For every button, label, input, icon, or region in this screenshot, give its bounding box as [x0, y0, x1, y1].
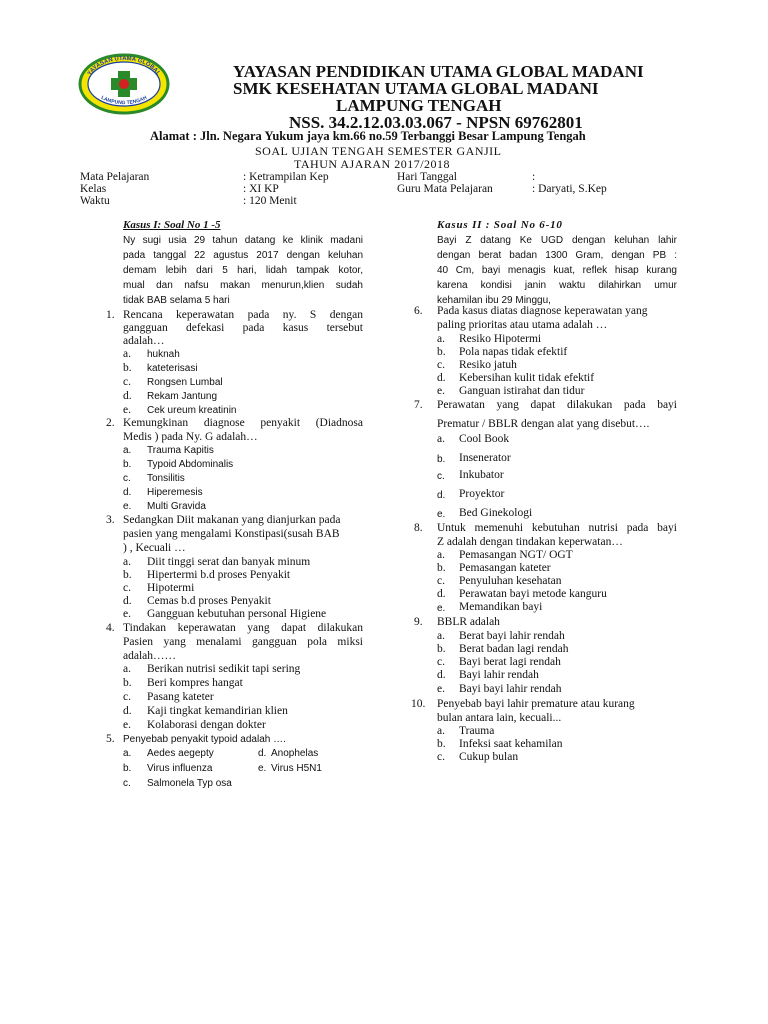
- option-letter: d.: [123, 487, 132, 498]
- option-text: Berat badan lagi rendah: [459, 643, 569, 655]
- question-text: Medis ) pada Ny. G adalah…: [123, 431, 258, 443]
- meta-time-label: Waktu: [80, 195, 110, 207]
- option-letter: d.: [437, 490, 446, 501]
- option-letter: b.: [123, 459, 132, 470]
- option-text: Insenerator: [459, 452, 511, 464]
- option-letter: e.: [123, 608, 131, 620]
- option-text: Kolaborasi dengan dokter: [147, 719, 266, 731]
- option-letter: e.: [437, 385, 445, 397]
- meta-teacher-label: Guru Mata Pelajaran: [397, 183, 493, 195]
- option-text: Pemasangan kateter: [459, 562, 551, 574]
- option-text: Bayi bayi lahir rendah: [459, 683, 562, 695]
- option-letter: a.: [123, 748, 132, 759]
- question-text: Penyebab penyakit typoid adalah ….: [123, 734, 286, 745]
- case2-title: Kasus II : Soal No 6-10: [437, 219, 563, 231]
- case2-line: karena kondisi janin waktu dilahirkan umur: [437, 280, 677, 291]
- option-letter: b.: [437, 454, 446, 465]
- question-number: 9.: [414, 616, 423, 628]
- option-text: Pemasangan NGT/ OGT: [459, 549, 573, 561]
- question-text: Pada kasus diatas diagnose keperawatan yang: [437, 305, 648, 317]
- option-letter: a.: [123, 663, 131, 675]
- option-letter: c.: [437, 471, 445, 482]
- case1-line: mual dan nafsu makan menurun,klien sudah: [123, 280, 363, 291]
- option-letter: a.: [437, 725, 445, 737]
- case2-line: kehamilan ibu 29 Minggu,: [437, 295, 551, 306]
- option-text: Virus influenza: [147, 763, 213, 774]
- option-text: Pasang kateter: [147, 691, 214, 703]
- question-number: 8.: [414, 522, 423, 534]
- question-text: adalah…: [123, 335, 165, 347]
- option-text: Trauma: [459, 725, 495, 737]
- logo-ring-bottom: LAMPUNG TENGAH: [99, 94, 149, 107]
- case2-line: 40 Cm, bayi menagis kuat, reflek hisap kurang: [437, 265, 677, 276]
- option-text: Berikan nutrisi sedikit tapi sering: [147, 663, 301, 675]
- option-letter: e.: [123, 501, 132, 512]
- meta-subject-label: Mata Pelajaran: [80, 171, 150, 183]
- option-text: Cemas b.d proses Penyakit: [147, 595, 271, 607]
- option-letter: b.: [437, 346, 446, 358]
- header-region: LAMPUNG TENGAH: [336, 96, 502, 115]
- option-text: Hipotermi: [147, 582, 195, 594]
- option-text: Memandikan bayi: [459, 601, 543, 613]
- logo-ring-top: YAYASAN UTAMA GLOBAL: [86, 55, 162, 77]
- option-letter: c.: [123, 473, 131, 484]
- option-text: Kaji tingkat kemandirian klien: [147, 705, 288, 717]
- option-letter: b.: [123, 569, 132, 581]
- option-text: Rekam Jantung: [147, 391, 218, 402]
- question-text: gangguan defekasi pada kasus tersebut: [123, 322, 363, 334]
- question-text: Tindakan keperawatan yang dapat dilakukan: [123, 622, 363, 634]
- option-text: huknah: [147, 349, 180, 360]
- option-text: Berat bayi lahir rendah: [459, 630, 565, 642]
- option-text: Rongsen Lumbal: [147, 377, 223, 388]
- option-letter: c.: [123, 582, 131, 594]
- question-text: Perawatan yang dapat dilakukan pada bayi: [437, 399, 677, 411]
- meta-subject-value: : Ketrampilan Kep: [243, 171, 329, 183]
- question-number: 10.: [411, 698, 426, 710]
- case1-title: Kasus I: Soal No 1 -5: [123, 219, 221, 231]
- question-text: bulan antara lain, kecuali...: [437, 712, 562, 724]
- question-number: 5.: [106, 733, 115, 745]
- option-text: Cool Book: [459, 433, 510, 445]
- option-text: Hiperemesis: [147, 487, 203, 498]
- option-text: Cukup bulan: [459, 751, 519, 763]
- exam-title: SOAL UJIAN TENGAH SEMESTER GANJIL: [255, 144, 502, 158]
- question-number: 7.: [414, 399, 423, 411]
- option-letter: d.: [437, 669, 446, 681]
- option-letter: b.: [437, 738, 446, 750]
- question-text: BBLR adalah: [437, 616, 500, 628]
- option-text: Ganguan istirahat dan tidur: [459, 385, 585, 397]
- option-letter: a.: [437, 433, 445, 445]
- option-letter: c.: [123, 376, 131, 388]
- question-text: ) , Kecuali …: [123, 542, 186, 554]
- option-letter: e.: [123, 404, 131, 416]
- option-text: Resiko jatuh: [459, 359, 517, 371]
- header-address: Alamat : Jln. Negara Yukum jaya km.66 no.59 Terbanggi Besar Lampung Tengah: [150, 129, 586, 143]
- option-letter: e.: [437, 683, 445, 695]
- option-letter: a.: [123, 556, 131, 568]
- option-text: Gangguan kebutuhan personal Higiene: [147, 608, 327, 620]
- option-letter: b.: [123, 763, 132, 774]
- option-letter: e.: [123, 719, 131, 731]
- option-letter: a.: [437, 333, 445, 345]
- option-text: Penyuluhan kesehatan: [459, 575, 562, 587]
- option-text: Multi Gravida: [147, 501, 206, 512]
- option-letter: a.: [123, 348, 131, 360]
- option-letter: d.: [123, 390, 132, 402]
- question-text: Rencana keperawatan pada ny. S dengan: [123, 309, 363, 321]
- meta-time-value: : 120 Menit: [243, 195, 297, 207]
- question-number: 3.: [106, 514, 115, 526]
- option-text: Bed Ginekologi: [459, 507, 533, 519]
- question-text: Kemungkinan diagnose penyakit (Diadnosa: [123, 417, 363, 429]
- option-letter: c.: [437, 575, 445, 587]
- option-text: Pola napas tidak efektif: [459, 346, 568, 358]
- option-text: Inkubator: [459, 469, 504, 481]
- question-text: Penyebab bayi lahir premature atau kurang: [437, 698, 635, 710]
- question-number: 6.: [414, 305, 423, 317]
- option-letter: c.: [437, 656, 445, 668]
- meta-date-value: :: [532, 171, 536, 183]
- option-letter: e.: [437, 509, 446, 520]
- exam-year: TAHUN AJARAN 2017/2018: [294, 157, 451, 171]
- option-text: Salmonela Typ osa: [147, 778, 232, 789]
- option-letter: a.: [123, 445, 132, 456]
- question-text: Sedangkan Diit makanan yang dianjurkan pada: [123, 514, 341, 526]
- option-letter: c.: [437, 359, 445, 371]
- option-letter: b.: [123, 677, 132, 689]
- question-text: Prematur / BBLR dengan alat yang disebut….: [437, 418, 650, 430]
- option-text: kateterisasi: [147, 363, 198, 374]
- option-text: Hipertermi b.d proses Penyakit: [147, 569, 291, 581]
- option-text: Tonsilitis: [147, 473, 185, 484]
- option-letter: d.: [437, 588, 446, 600]
- header-nss-npsn: NSS. 34.2.12.03.03.067 - NPSN 69762801: [289, 113, 583, 132]
- option-text: Infeksi saat kehamilan: [459, 738, 563, 750]
- question-text: paling prioritas atau utama adalah …: [437, 319, 608, 331]
- option-letter: c.: [123, 778, 131, 789]
- question-number: 2.: [106, 417, 115, 429]
- school-logo: [78, 53, 170, 115]
- option-letter: a.: [437, 549, 445, 561]
- option-text: Trauma Kapitis: [147, 445, 214, 456]
- case1-line: Ny sugi usia 29 tahun datang ke klinik madani: [123, 235, 363, 246]
- option-text: Virus H5N1: [271, 763, 322, 774]
- option-letter: b.: [437, 643, 446, 655]
- question-text: Untuk memenuhi kebutuhan nutrisi pada bayi: [437, 522, 677, 534]
- meta-date-label: Hari Tanggal: [397, 171, 457, 183]
- option-letter: d.: [123, 595, 132, 607]
- case1-line: tidak BAB selama 5 hari: [123, 295, 230, 306]
- case2-line: dengan berat badan 1300 Gram, dengan PB :: [437, 250, 677, 261]
- option-text: Perawatan bayi metode kanguru: [459, 588, 607, 600]
- option-letter: d.: [258, 748, 267, 759]
- question-number: 4.: [106, 622, 115, 634]
- option-letter: d.: [123, 705, 132, 717]
- option-text: Bayi lahir rendah: [459, 669, 539, 681]
- option-letter: c.: [123, 691, 131, 703]
- option-letter: a.: [437, 630, 445, 642]
- option-letter: b.: [123, 362, 132, 374]
- option-letter: e.: [437, 603, 446, 614]
- question-text: Pasien yang menalami gangguan pola miksi: [123, 636, 363, 648]
- option-letter: e.: [258, 763, 267, 774]
- question-number: 1.: [106, 309, 115, 321]
- case1-line: demam lebih dari 5 hari, lidah tampak kotor,: [123, 265, 363, 276]
- question-text: Z adalah dengan tindakan keperwatan…: [437, 536, 623, 548]
- question-text: adalah……: [123, 650, 177, 662]
- question-text: pasien yang mengalami Konstipasi(susah BAB: [123, 528, 340, 540]
- option-text: Bayi berat lagi rendah: [459, 656, 561, 668]
- option-text: Cek ureum kreatinin: [147, 405, 237, 416]
- option-text: Kebersihan kulit tidak efektif: [459, 372, 595, 384]
- option-text: Anophelas: [271, 748, 319, 759]
- option-text: Resiko Hipotermi: [459, 333, 542, 345]
- case1-line: pada tanggal 22 agustus 2017 dengan keluhan: [123, 250, 363, 261]
- option-letter: c.: [437, 751, 445, 763]
- case2-line: Bayi Z datang Ke UGD dengan keluhan lahir: [437, 235, 677, 246]
- option-letter: d.: [437, 372, 446, 384]
- option-text: Typoid Abdominalis: [147, 459, 234, 470]
- meta-class-label: Kelas: [80, 183, 107, 195]
- meta-teacher-value: : Daryati, S.Kep: [532, 183, 607, 195]
- option-text: Beri kompres hangat: [147, 677, 243, 689]
- header-foundation: YAYASAN PENDIDIKAN UTAMA GLOBAL MADANI: [233, 62, 644, 81]
- option-text: Proyektor: [459, 488, 505, 500]
- option-text: Diit tinggi serat dan banyak minum: [147, 556, 311, 568]
- header-school: SMK KESEHATAN UTAMA GLOBAL MADANI: [233, 79, 599, 98]
- meta-class-value: : XI KP: [243, 183, 279, 195]
- option-text: Aedes aegepty: [147, 748, 214, 759]
- option-letter: b.: [437, 562, 446, 574]
